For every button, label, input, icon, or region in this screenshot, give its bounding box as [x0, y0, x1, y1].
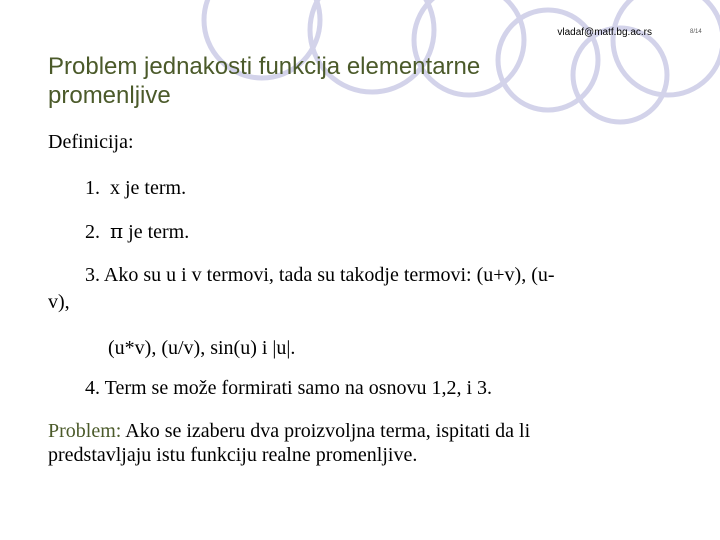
list-item-1-text: x je term. — [110, 177, 187, 199]
list-item-2-text: je term. — [128, 221, 190, 243]
problem-text-line1: Ako se izaberu dva proizvoljna terma, ispitati da li — [125, 420, 531, 442]
list-item-2 — [85, 219, 189, 244]
header-email: vladaf@matf.bg.ac.rs — [557, 27, 652, 38]
list-item-1 — [85, 176, 186, 200]
definition-label: Definicija: — [48, 131, 134, 153]
list-item-1-number: 1. — [85, 177, 100, 199]
problem-label: Problem: — [48, 420, 122, 442]
list-item-3-line2: v), — [48, 291, 70, 313]
pi-symbol: π — [110, 219, 124, 243]
slide-title-line2: promenljive — [48, 82, 171, 109]
problem-text-line2: predstavljaju istu funkciju realne promenljive. — [48, 444, 418, 466]
slide-title — [48, 52, 648, 110]
problem-paragraph — [48, 419, 688, 467]
list-item-2-number: 2. — [85, 221, 100, 243]
list-item-3-line1: 3. Ako su u i v termovi, tada su takodje termovi: (u+v), (u- — [85, 264, 555, 286]
list-item-3-line3: (u*v), (u/v), sin(u) i |u|. — [108, 337, 296, 359]
problem-line1 — [48, 419, 688, 443]
page-number: 8/14 — [690, 29, 702, 35]
list-item-4: 4. Term se može formirati samo na osnovu 1,2, i 3. — [85, 377, 493, 399]
slide-title-line1: Problem jednakosti funkcija elementarne — [48, 53, 481, 80]
